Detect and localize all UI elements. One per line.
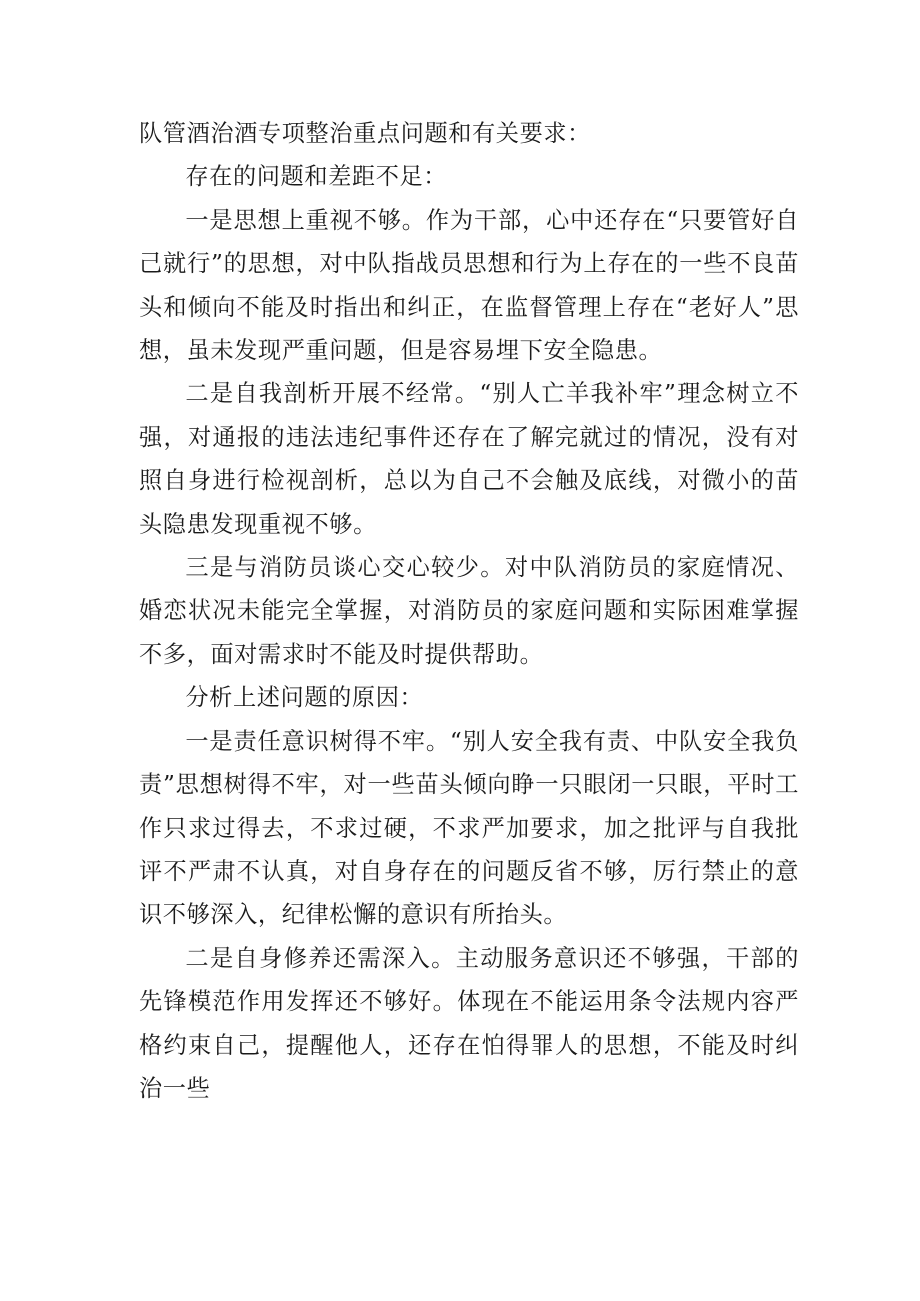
paragraph-intro: 队管酒治酒专项整治重点问题和有关要求： (139, 120, 591, 147)
paragraph-problem-3: 三是与消防员谈心交心较少。对中队消防员的家庭情况、婚恋状况未能完全掌握，对消防员的家庭问题和实际困难掌握不多，面对需求时不能及时提供帮助。 (139, 554, 799, 668)
paragraph-problem-2: 二是自我剖析开展不经常。“别人亡羊我补牢”理念树立不强，对通报的违法违纪事件还存在了解完就过的情况，没有对照自身进行检视剖析，总以为自己不会触及底线，对微小的苗头隐患发现重视不够。 (139, 380, 799, 538)
document-body (139, 112, 799, 1110)
paragraph-cause-1: 一是责任意识树得不牢。“别人安全我有责、中队安全我负责”思想树得不牢，对一些苗头倾向睁一只眼闭一只眼，平时工作只求过得去，不求过硬，不求严加要求，加之批评与自我批评不严肃不认真，对自身存在的问题反省不够，厉行禁止的意识不够深入，纪律松懈的意识有所抬头。 (139, 727, 799, 929)
paragraph-cause-2: 二是自身修养还需深入。主动服务意识还不够强，干部的先锋模范作用发挥还不够好。体现在不能运用条令法规内容严格约束自己，提醒他人，还存在怕得罪人的思想，不能及时纠治一些 (139, 944, 799, 1102)
paragraph-causes-heading: 分析上述问题的原因： (185, 684, 424, 712)
paragraph-problem-1: 一是思想上重视不够。作为干部，心中还存在“只要管好自己就行”的思想，对中队指战员思想和行为上存在的一些不良苗头和倾向不能及时指出和纠正，在监督管理上存在“老好人”思想，虽未发现严重问题，但是容易埋下安全隐患。 (139, 206, 799, 365)
paragraph-problems-heading: 存在的问题和差距不足： (185, 163, 448, 191)
